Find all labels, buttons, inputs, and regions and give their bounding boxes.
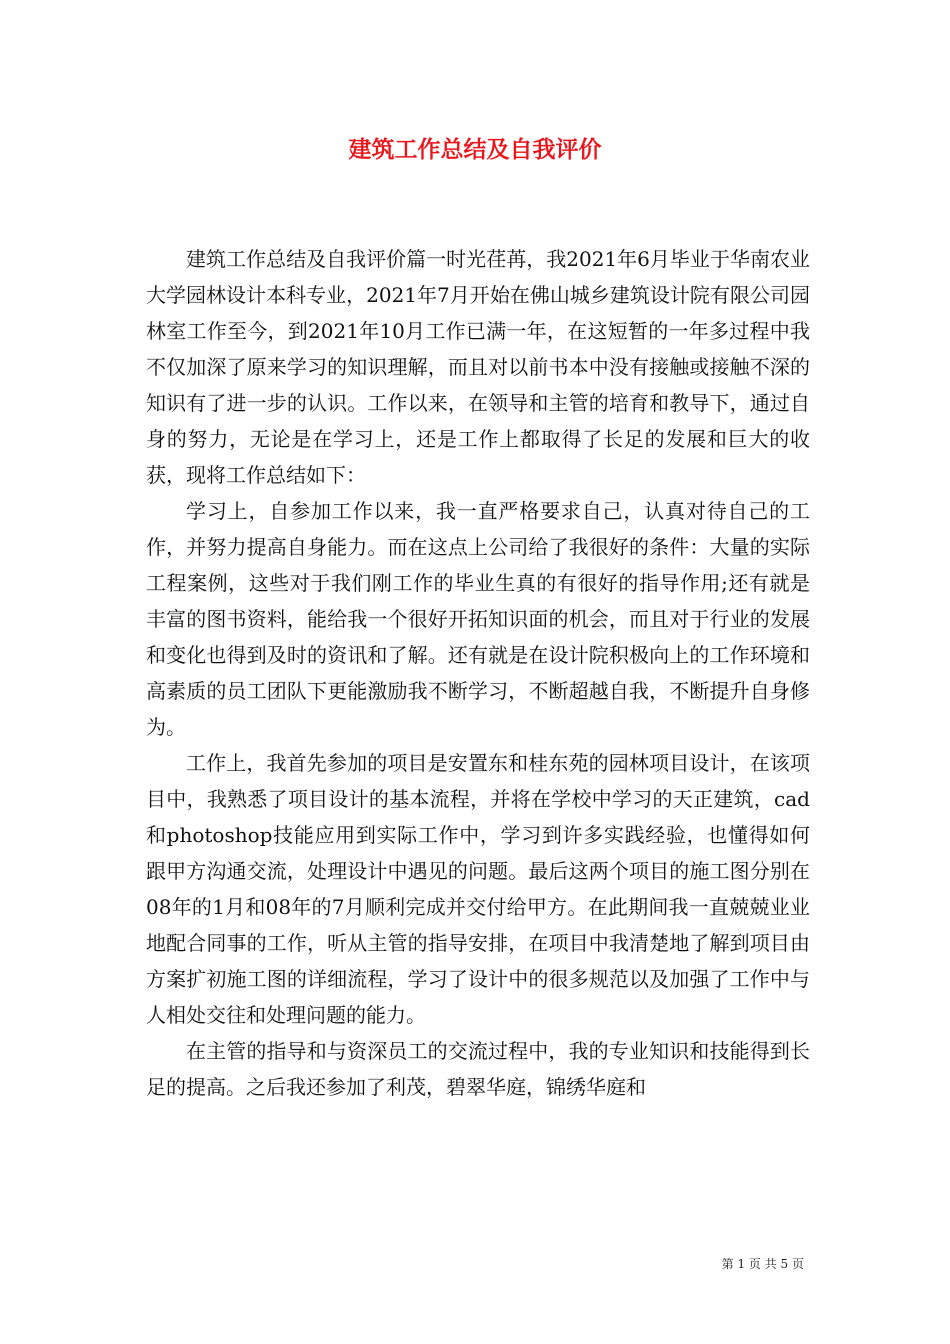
paragraph-1: 建筑工作总结及自我评价篇一时光荏苒，我2021年6月毕业于华南农业大学园林设计本科专业，2021年7月开始在佛山城乡建筑设计院有限公司园林室工作至今，到2021年10月工作已满一年，在这短暂的一年多过程中我不仅加深了原来学习的知识理解，而且对以前书本中没有接触或接触不深的知识有了进一步的认识。工作以来，在领导和主管的培育和教导下，通过自身的努力，无论是在学习上，还是工作上都取得了长足的发展和巨大的收获，现将工作总结如下： <box>146 247 810 487</box>
page-title: 建筑工作总结及自我评价 <box>348 136 602 163</box>
page-number-label: 第 1 页 共 5 页 <box>721 1257 804 1271</box>
document-body <box>146 241 810 1105</box>
paragraph-2: 学习上，自参加工作以来，我一直严格要求自己，认真对待自己的工作，并努力提高自身能力。而在这点上公司给了我很好的条件：大量的实际工程案例，这些对于我们刚工作的毕业生真的有很好的指导作用;还有就是丰富的图书资料，能给我一个很好开拓知识面的机会，而且对于行业的发展和变化也得到及时的资讯和了解。还有就是在设计院积极向上的工作环境和高素质的员工团队下更能激励我不断学习，不断超越自我，不断提升自身修为。 <box>146 499 810 739</box>
paragraph-4: 在主管的指导和与资深员工的交流过程中，我的专业知识和技能得到长足的提高。之后我还参加了利茂，碧翠华庭，锦绣华庭和 <box>146 1039 810 1099</box>
page-number-footer <box>722 1255 804 1272</box>
paragraph-3: 工作上，我首先参加的项目是安置东和桂东苑的园林项目设计，在该项目中，我熟悉了项目设计的基本流程，并将在学校中学习的天正建筑，cad和photoshop技能应用到实际工作中，学习到许多实践经验，也懂得如何跟甲方沟通交流，处理设计中遇见的问题。最后这两个项目的施工图分别在08年的1月和08年的7月顺利完成并交付给甲方。在此期间我一直兢兢业业地配合同事的工作，听从主管的指导安排，在项目中我清楚地了解到项目由方案扩初施工图的详细流程，学习了设计中的很多规范以及加强了工作中与人相处交往和处理问题的能力。 <box>146 751 810 1027</box>
